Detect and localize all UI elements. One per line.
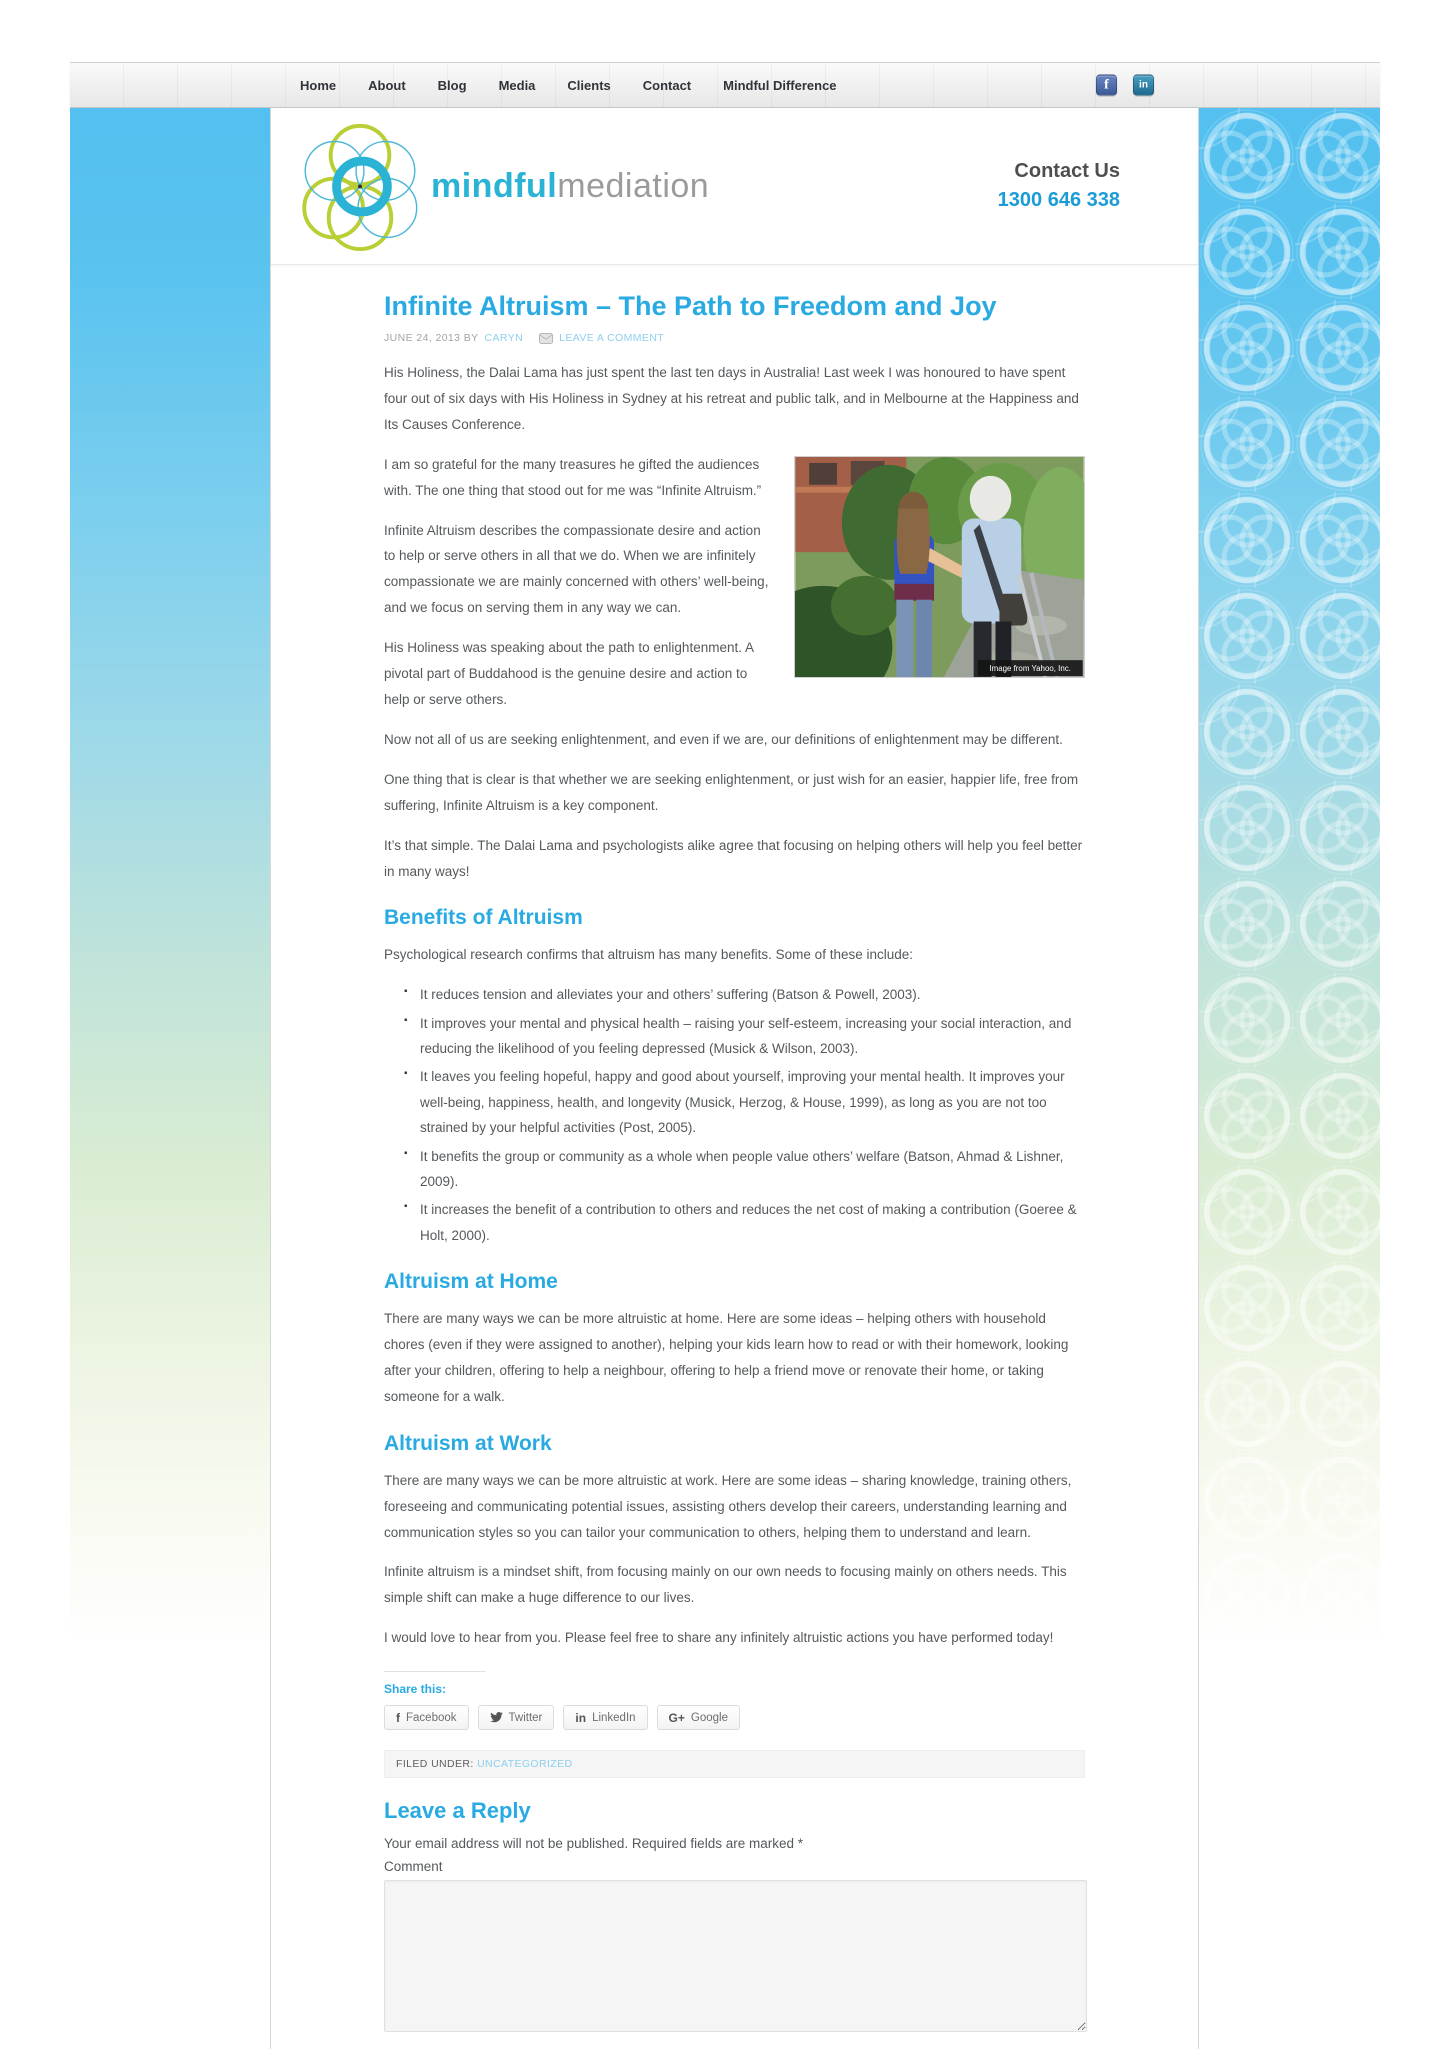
nav-item-clients[interactable]: Clients xyxy=(567,77,611,93)
comment-bubble-icon xyxy=(539,333,553,344)
site-header xyxy=(271,108,1198,265)
logo-word-mindful: mindful xyxy=(431,166,558,205)
top-navbar xyxy=(70,62,1380,108)
nav-item-mindful-difference[interactable]: Mindful Difference xyxy=(723,77,837,93)
comment-textarea[interactable] xyxy=(384,1880,1087,2032)
altruism-home-heading: Altruism at Home xyxy=(384,1270,558,1294)
list-item: ▪ It reduces tension and alleviates your and others’ suffering (Batson & Powell, 2003). xyxy=(404,982,1085,1007)
site-logo[interactable] xyxy=(301,120,709,252)
paragraph: I am so grateful for the many treasures he gifted the audiences with. The one thing that stood out for me was “Infinite Altruism.” xyxy=(384,456,762,498)
share-button-label: Facebook xyxy=(406,1711,457,1724)
share-google-button[interactable] xyxy=(657,1705,740,1730)
filed-under-label: FILED UNDER: xyxy=(396,1758,474,1771)
paragraph: His Holiness was speaking about the path to enlightenment. A pivotal part of Buddahood is the genuine desire and action to help or serve others. xyxy=(384,640,754,707)
left-gradient-column xyxy=(70,108,270,1990)
paragraph: It’s that simple. The Dalai Lama and psychologists alike agree that focusing on helping others will help you feel better in many ways! xyxy=(384,837,1083,879)
logo-circles-icon xyxy=(301,120,419,252)
benefits-heading: Benefits of Altruism xyxy=(384,906,583,930)
share-linkedin-button[interactable] xyxy=(563,1705,647,1730)
share-facebook-button[interactable] xyxy=(384,1705,469,1730)
category-link[interactable]: UNCATEGORIZED xyxy=(477,1758,573,1771)
nav-item-about[interactable]: About xyxy=(368,77,406,93)
main-column xyxy=(270,108,1199,2049)
googleplus-glyph-icon: G+ xyxy=(668,1710,685,1725)
nav-items xyxy=(70,63,1380,107)
right-pattern-column xyxy=(1199,108,1380,1990)
share-button-label: Google xyxy=(690,1711,728,1724)
leave-a-comment-link[interactable]: LEAVE A COMMENT xyxy=(559,332,665,344)
post-image xyxy=(794,456,1085,678)
paragraph: Infinite altruism is a mindset shift, from focusing mainly on our own needs to focusing mainly on others needs. This simple shift can make a huge difference to our lives. xyxy=(384,1564,1067,1606)
nav-item-home[interactable]: Home xyxy=(300,77,337,93)
nav-social-icons xyxy=(1096,75,1154,96)
contact-block xyxy=(998,157,1120,215)
paragraph: I would love to hear from you. Please feel free to share any infinitely altruistic actions you have performed today! xyxy=(384,1630,1054,1646)
logo-word-mediation: mediation xyxy=(557,166,710,205)
author-link[interactable]: CARYN xyxy=(484,332,524,344)
share-buttons xyxy=(384,1705,1085,1730)
linkedin-glyph-icon: in xyxy=(575,1710,587,1725)
contact-us-label: Contact Us xyxy=(1014,160,1120,182)
linkedin-icon[interactable]: in xyxy=(1133,75,1154,96)
reply-note: Your email address will not be published. Required fields are marked * xyxy=(384,1836,803,1852)
comment-label: Comment xyxy=(384,1859,443,1875)
article-content xyxy=(271,265,1198,2049)
contact-phone: 1300 646 338 xyxy=(997,189,1120,211)
paragraph: His Holiness, the Dalai Lama has just spent the last ten days in Australia! Last week I was honoured to have spent four out of six days with His Holiness in Sydney at his retreat and public talk, and in Melbourne at the Happiness and Its Causes Conference. xyxy=(384,365,1079,432)
benefits-list xyxy=(404,982,1085,1248)
list-item: ▪ It improves your mental and physical health – raising your self-esteem, increasing your social interaction, and reducing the likelihood of you feeling depressed (Musick & Wilson, 2003). xyxy=(404,1011,1085,1062)
divider xyxy=(384,1671,486,1672)
nav-item-media[interactable]: Media xyxy=(498,77,536,93)
twitter-bird-icon xyxy=(490,1712,503,1723)
share-button-label: Twitter xyxy=(508,1711,543,1724)
facebook-icon[interactable]: f xyxy=(1096,75,1117,96)
paragraph: There are many ways we can be more altruistic at home. Here are some ideas – helping others with household chores (even if they were assigned to another), helping your kids learn how to read or with their homework, looking after your children, offering to help a neighbour, offering to help a friend move or renovate their home, or taking someone for a walk. xyxy=(384,1311,1069,1404)
post-meta xyxy=(384,332,1085,344)
benefits-lead: Psychological research confirms that altruism has many benefits. Some of these include: xyxy=(384,947,913,963)
post-date: JUNE 24, 2013 BY xyxy=(384,332,479,344)
paragraph: There are many ways we can be more altruistic at work. Here are some ideas – sharing knowledge, training others, foreseeing and communicating potential issues, assisting others develop their careers, understanding learning and communication styles so you can tailor your communication to others, helping them to understand and learn. xyxy=(384,1472,1072,1540)
paragraph: Now not all of us are seeking enlightenment, and even if we are, our definitions of enlightenment may be different. xyxy=(384,731,1063,747)
share-button-label: LinkedIn xyxy=(592,1711,636,1724)
list-item: ▪ It benefits the group or community as a whole when people value others’ welfare (Batson, Ahmad & Lishner, 2009). xyxy=(404,1144,1085,1195)
nav-item-contact[interactable]: Contact xyxy=(642,77,692,93)
circle-pattern xyxy=(1199,108,1380,1990)
list-item: ▪ It leaves you feeling hopeful, happy and good about yourself, improving your mental health. It improves your well-being, happiness, health, and longevity (Musick, Herzog, & House, 1999), as long as you are not too strained by your helpful activities (Post, 2005). xyxy=(404,1064,1085,1140)
filed-under-bar xyxy=(384,1750,1085,1778)
list-item: ▪ It increases the benefit of a contribution to others and reduces the net cost of making a contribution (Goeree & Holt, 2000). xyxy=(404,1197,1085,1248)
facebook-glyph-icon: f xyxy=(396,1710,400,1725)
leave-a-reply-heading: Leave a Reply xyxy=(384,1798,531,1824)
share-this-label: Share this: xyxy=(384,1682,447,1697)
page-title: Infinite Altruism – The Path to Freedom and Joy xyxy=(384,291,997,321)
image-caption: Image from Yahoo, Inc. xyxy=(989,663,1071,673)
share-twitter-button[interactable] xyxy=(478,1705,555,1730)
nav-item-blog[interactable]: Blog xyxy=(437,77,467,93)
altruism-work-heading: Altruism at Work xyxy=(384,1431,552,1455)
paragraph: Infinite Altruism describes the compassionate desire and action to help or serve others in all that we do. When we are infinitely compassionate we are mainly concerned with others’ well-being, and we focus on serving them in any way we can. xyxy=(384,522,769,616)
logo-wordmark xyxy=(431,167,709,206)
paragraph: One thing that is clear is that whether we are seeking enlightenment, or just wish for an easier, happier life, free from suffering, Infinite Altruism is a key component. xyxy=(384,771,1079,813)
